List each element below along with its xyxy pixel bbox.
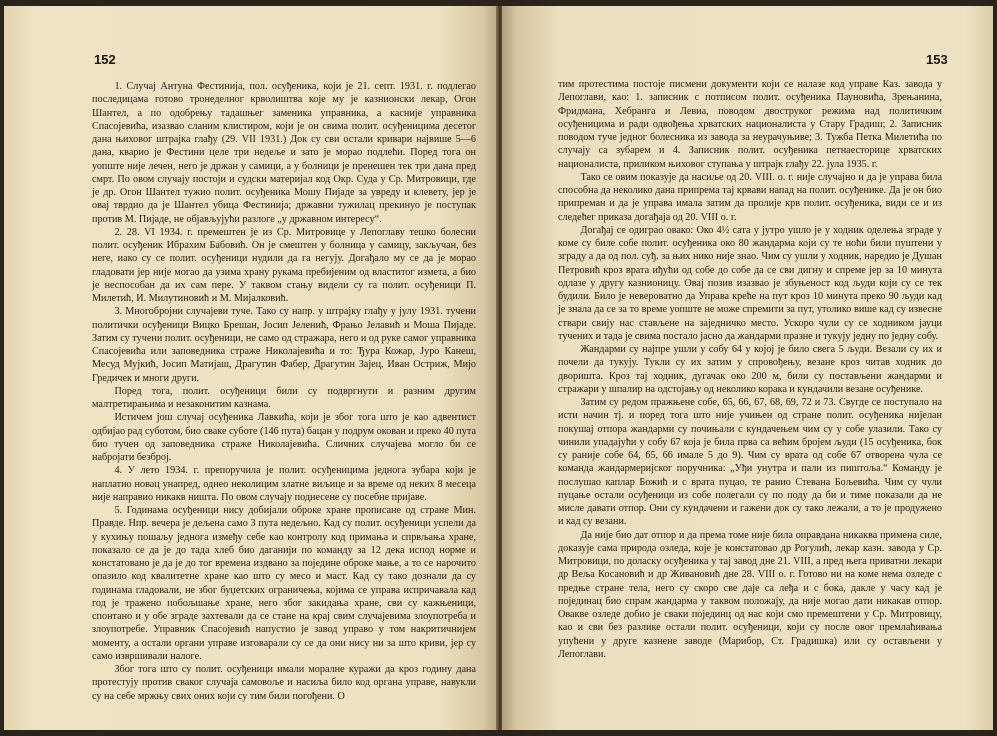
left-page-body bbox=[92, 80, 476, 703]
paragraph: Да није био дат отпор и да према томе није била оправдана никаква примена силе, доказује сама природа озледа, које је констатовао др Рогулић, лекар казн. завода у Ср. Митровици, по доласку осуђеника у тај завод дне 21. VIII, а пред њега приватни лекари др Веља Косановић и др Живановић дне 28. VIII о. г. Готово ни на коме нема озледе с предње стране тела, него су скоро све даје са леђа и с бока, дакле у часу кад је појединац био спрам жандарма у таквом положају, да није могао дати никакав отпор. Овакве озледе добио је сваки појединц од нас који смо премештени у Ср. Митровицу, као и сви без разлике остали полит. осуђеници, који су после овог премлаћивања упућени у друге казнене заводе (Марибор, Ст. Градишка) или су остављени у Лепоглави. bbox=[558, 529, 942, 660]
paragraph: Затим су редом пражњене собе, 65, 66, 67, 68, 69, 72 и 73. Свугде се поступало на исти начин тј. и поред тога што није учињен од стране полит. осуђеника нијелан покушај отпора жандарми су почињали с кундачењем чим су у собе улазили. Тако су чинили упадајући у собу 67 која је била прва са већим бројем људи (15 осуђеника, бок су раније собе 64, 65, 66 имале 5 до 9). Чим су врата од собе 67 отворена чула се команда жандармеријског поручника: „Уђи унутра и пали из пиштоља.“ Команду је послушао каплар Божић и с врата пуцао, те ранио Стевана Бољевића. Чим су чули пуцање остали осуђеници из собе полегали су по поду да би и тиме показали да не мисле давати отпор. Они су кундачени и гажени док су тако лежали, а то је продужено и кад су везани. bbox=[558, 397, 942, 528]
book-spread bbox=[4, 6, 993, 730]
paragraph: 1. Случај Антуна Фестиниja, пол. осуђеника, који је 21. септ. 1931. г. подлегао последицама готово тронеделног крволиштва које му је казнионски лекар, Огон Шантел, а по одобрењу тадашњег заменика управника, а касније управника Спасојевића, изазвао сланим клистиром, који је он свима полит. осуђеницима десетог дана њиховог штрајка глађу (29. VII 1931.) Док су сви остали кривари највише 5—6 дана, кварио је Фестини целе три недеље и зато је морао подлећи. Поред тога он уопште није лечен, него је држан у самици, а у болници је пренешен тек три дана пред смрт. По овом случају постоји и судски материјал код Окр. Суда у Ср. Митровици, где је др. Огон Шантел тужио полит. осуђеника Мошу Пијаде за увреду и клевету, јер је овај тврдио да је Шантел убица Фестинија; државни тужилац прекинуо је поступак против М. Пијаде, не објављујући разлоге „у државном интересу“. bbox=[92, 81, 476, 225]
right-page-body bbox=[558, 78, 942, 661]
paragraph: 5. Годинама осуђеници нису добијали оброке хране прописане од стране Мин. Правде. Нпр. вечера је дељена само 3 пута недељно. Кад су полит. осуђеници успели да у кухињу пошаљу једнога између себе као контролу код примања и спрвљања хране, показало се да је до тада хлеб био даганији по команду за 12 дека испод норме и констатовано је да је до тог времена издвано за поједине оброке мање, а то се нарочито опазило код квалитетне хране као што су месо и маст. Кад су тако дознали да су годинама гладовали, не због буџетских ограничења, којима се управа испричавала кад год је тражено побољшање хране, него због закидања хране, сви су кажњеници, спонтано и у обе зграде захтевали да се стане на крај свим случајевима злоупотреба и злоупотребе. Управник Спасојевић напустио је завод управо у том накритичнијем моменту, а остали органи управе изговарали су се да они нису ни за што криви, јер су само извршивали налоге. bbox=[92, 505, 476, 662]
page-number-left: 152 bbox=[94, 52, 116, 67]
left-page bbox=[4, 6, 498, 730]
paragraph: Догађај се одиграо овако: Око 4½ сата у јутро ушло је у ходник оделења зграде у коме су биле собе полит. осуђеника око 80 жандарма који су те ноћи били пуштени у зграду а да од пол. суђ. за њих нико није знао. Чим су ушли у ходник, наредио је Душан Петровић кроз врата иђући од собе до собе да се сви дигну и спреме јер за 10 минута одлазе у другу казнионицу. Овај позив изазвао је збуњеност код људи који су се тек будили. Било је невероватно да Управа креће на пут кроз 10 минута преко 90 људи кад је знала да се за то време уопште не може спремити за пут, утолико више кад су извесне ствари свију нас стављене на заједничко место. Ускоро чули су се ходником јауци тучених и тада је свима постало јасно да жандарми празне и тукују једну по једну собу. bbox=[558, 224, 942, 342]
paragraph: Поред тога, полит. осуђеници били су подвргнути и разним другим малтретирањима и незаконитим казнама. bbox=[92, 385, 476, 410]
paragraph: Тако се овим показује да насиље од 20. VIII. о. г. није случајно и да је управа била способна да неколико дана припрема тај крвави напад на полит. осуђенике. Да је он био припреман и да је управа имала затим да пролије крв полит. осуђеника, види се и из следећег приказа догађаја од 20. VIII о. г. bbox=[558, 171, 942, 223]
right-page bbox=[502, 6, 993, 730]
page-number-right: 153 bbox=[926, 52, 948, 67]
paragraph: 4. У лето 1934. г. препоручила је полит. осуђеницима једнога зубара који је наплатио новац унапред, однео неколицим златне виљице и за време од неких 8 месеца није направио никакв ништа. По овом случају поднесене су посебне пријаве. bbox=[92, 465, 476, 503]
paragraph: 2. 28. VI 1934. г. премештен је из Ср. Митровице у Лепоглаву тешко болесни полит. осуђеник Ибрахим Бабовић. Он је смештен у болница у самицу, закључан, без неге, иако су се полит. осуђеници нудили да га негују. Догађало му се да је морао гладовати јер није могао да узима храну рукама пребијеним од властитог измета, а био је неспособан да их сам пере. У таквом стању видели су га полит. осуђеници П. Милетић, И. Милутиновић и М. Мијалковић. bbox=[92, 226, 476, 304]
paragraph: тим протестима постоје писмени документи који се налазе код управе Каз. завода у Лепоглави, као: 1. записник с потписом полит. осуђеника Пауновића, Зрењанина, Фридмана, Хебранга и Левиа, поводом двоструког режима над политичким осуђеницима и ради одвођења хрватских националиста у Стару Градиш; 2. Записник поводом туче једног болесника из завода за неурачуњиве; 3. Тужба Петка Милетића по случају са зубарем и 4. Записник полит. осуђеника петнаесторице хрватских националиста, приликом њиховог ступања у штрајк глађу 22. јула 1935. г. bbox=[558, 79, 942, 170]
paragraph: Због тога што су полит. осуђеници имали моралне куражи да кроз годину дана протестују против сваког случаја самовоље и насиља било код органа управе, навукли су на себе мржњу свих оних који су тим били погођени. О bbox=[92, 664, 476, 702]
paragraph: Истичем још случај осуђеника Лавкића, који је због тога што је као адвентист одбијао рад суботом, био сваке суботе (146 пута) бацан у подрум окован и преко 40 пута био тучен од заповедника страже Николајевића. Сличних случајева могло би се набројати безброј. bbox=[92, 412, 476, 463]
paragraph: 3. Многобројни случајеви туче. Тако су напр. у штрајку глађу у јулу 1931. тучени политички осуђеници Вицко Брешан, Јосип Јеленић, Фрањо Јелавић и Моша Пијаде. Затим су тучени полит. осуђеници, не само од стражара, него и од руке самог управника Спасојевића или заповедника страже Николајевића и то: Ђура Кожар, Јуро Канеш, Месуд Мујкић, Јосип Матијаш, Драгутин Фабер, Драгутин Заjeц, Иван Остриж, Мијо Гредичек и многи други. bbox=[92, 306, 476, 384]
paragraph: Жандарми су најпре ушли у собу 64 у којој је било свега 5 људи. Везали су их и почели да тукују. Тукли су их затим у спровођењу, везане кроз читав ходник до дворишта. Кроз тај ходник, дугачак око 200 м, били су постављени жандарми и стражари у шпалир на одстојању од неколико корака и кундачили везане осуђенике. bbox=[558, 344, 942, 395]
